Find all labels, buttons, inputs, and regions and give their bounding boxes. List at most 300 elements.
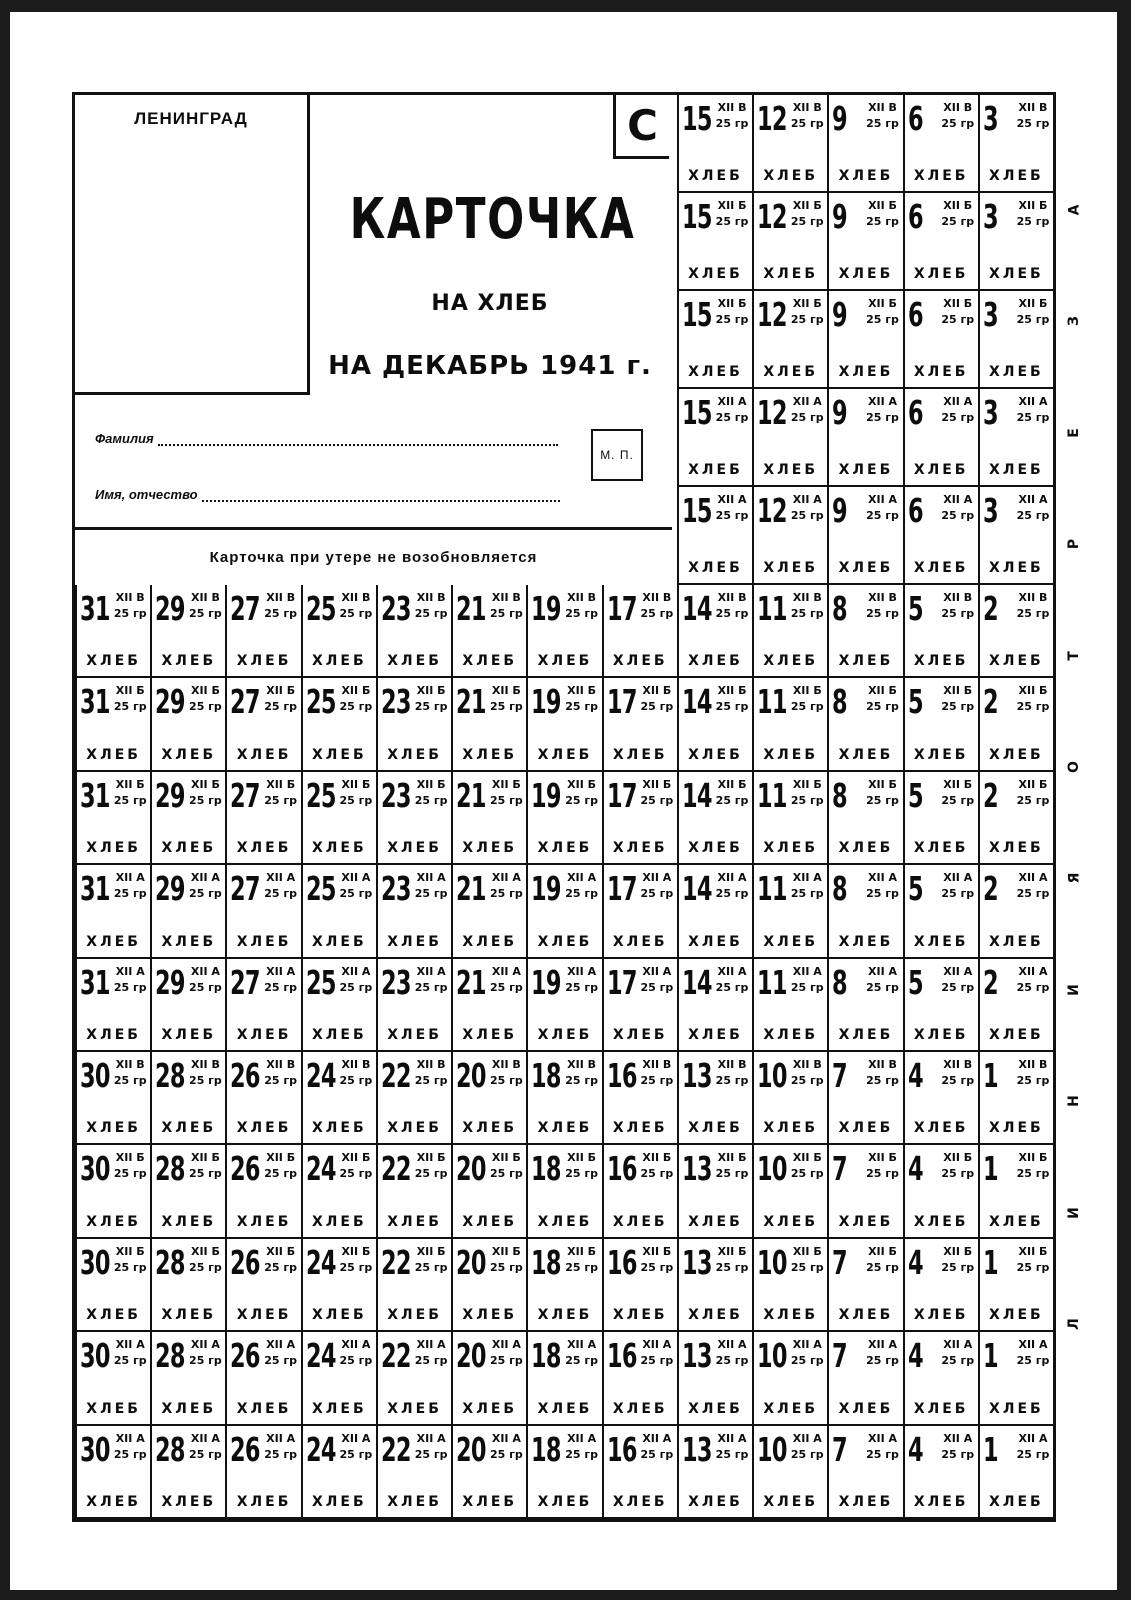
coupon-series-code: XII А [943, 871, 973, 885]
coupon-series [790, 198, 824, 230]
coupon-item: ХЛЕБ [688, 653, 743, 670]
coupon-day: 16 [606, 1149, 637, 1189]
coupon-weight: 25 гр [866, 1260, 899, 1274]
coupon-series-code: XII А [717, 964, 747, 978]
coupon-day: 17 [606, 869, 637, 909]
coupon-series-code: XII Б [1018, 297, 1048, 310]
coupon-series [941, 1244, 975, 1276]
coupon-day: 2 [982, 682, 998, 722]
coupon-weight: 25 гр [790, 1167, 824, 1181]
coupon-item: ХЛЕБ [688, 1213, 743, 1230]
coupon-series [715, 683, 749, 715]
coupon [376, 1426, 451, 1519]
coupon-weight: 25 гр [790, 215, 824, 228]
coupon [978, 1052, 1053, 1145]
coupon-day: 1 [982, 1242, 998, 1282]
coupon-series [640, 1057, 674, 1089]
coupon-series [339, 1431, 373, 1463]
coupon-item: ХЛЕБ [612, 1493, 668, 1510]
coupon-day: 5 [907, 869, 923, 909]
coupon-weight: 25 гр [189, 980, 222, 994]
coupon-series-code: XII Б [642, 1151, 672, 1165]
coupon-item: ХЛЕБ [86, 1307, 141, 1324]
coupon-item: ХЛЕБ [989, 266, 1044, 282]
coupon-series [715, 590, 749, 622]
coupon [376, 772, 451, 865]
coupon-day: 1 [982, 1149, 998, 1189]
coupon-weight: 25 гр [189, 1260, 222, 1274]
coupon [225, 1052, 300, 1145]
coupon-day: 2 [982, 775, 998, 815]
coupon-series-code: XII Б [491, 777, 521, 791]
coupon-item: ХЛЕБ [688, 1400, 743, 1417]
coupon-series [941, 870, 975, 902]
coupon-weight: 25 гр [866, 509, 899, 522]
coupon-series [866, 590, 900, 622]
coupon-day: 18 [531, 1336, 562, 1376]
coupon-series [715, 1057, 749, 1089]
coupon-series-code: XII Б [868, 199, 897, 212]
coupon-day: 14 [681, 775, 712, 815]
coupon [978, 95, 1053, 193]
coupon-weight: 25 гр [339, 607, 373, 620]
coupon-day: 25 [305, 962, 336, 1002]
coupon-day: 23 [380, 682, 411, 722]
coupon-series-code: XII В [943, 101, 973, 114]
coupon-weight: 25 гр [565, 1074, 598, 1087]
coupon-series-code: XII В [717, 101, 747, 114]
coupon-series-code: XII А [416, 964, 446, 978]
coupon [903, 772, 978, 865]
coupon [903, 193, 978, 291]
coupon-day: 1 [982, 1336, 998, 1376]
coupon-weight: 25 гр [715, 793, 749, 807]
coupon-day: 20 [456, 1336, 487, 1376]
coupon-item: ХЛЕБ [537, 746, 593, 763]
coupon [376, 1239, 451, 1332]
stamp-box: М. П. [591, 429, 643, 481]
coupon-day: 23 [380, 589, 411, 628]
coupon-weight: 25 гр [941, 1167, 975, 1181]
coupon-item: ХЛЕБ [161, 653, 217, 670]
coupon-day: 10 [757, 1242, 787, 1282]
coupon-weight: 25 гр [414, 793, 448, 807]
coupon-weight: 25 гр [941, 509, 975, 522]
coupon-series-code: XII Б [115, 1151, 145, 1165]
coupon-series-code: XII В [717, 1058, 747, 1071]
coupon-series-code: XII Б [266, 684, 296, 698]
coupon-item: ХЛЕБ [763, 1026, 818, 1043]
coupon [451, 1332, 526, 1425]
coupon-item: ХЛЕБ [763, 364, 818, 380]
coupon-item: ХЛЕБ [913, 1493, 969, 1510]
coupon-series [264, 870, 298, 902]
city-label: ЛЕНИНГРАД [134, 109, 248, 128]
coupon [225, 678, 300, 771]
coupon-day: 22 [380, 1056, 411, 1095]
coupon-item: ХЛЕБ [612, 1120, 668, 1137]
coupon-day: 25 [305, 682, 336, 722]
coupon-weight: 25 гр [264, 607, 298, 620]
coupon-weight: 25 гр [790, 1354, 824, 1368]
coupon-weight: 25 гр [189, 1354, 222, 1368]
coupon-series [113, 1337, 147, 1369]
coupon-series-code: XII Б [717, 1151, 747, 1165]
coupon-day: 3 [982, 491, 998, 530]
coupon-day: 28 [155, 1336, 186, 1376]
coupon-series [489, 1431, 523, 1463]
coupon-day: 10 [757, 1429, 787, 1469]
coupon-item: ХЛЕБ [989, 1307, 1044, 1324]
coupon-day: 8 [832, 869, 848, 909]
coupon-day: 14 [681, 962, 712, 1002]
coupon-series-code: XII А [491, 1431, 521, 1445]
coupon-weight: 25 гр [790, 509, 824, 522]
coupon-series-code: XII Б [717, 777, 747, 791]
coupon-item: ХЛЕБ [86, 1120, 141, 1137]
coupon-day: 17 [606, 775, 637, 815]
name-label: Имя, отчество [95, 487, 198, 502]
coupon [225, 1426, 300, 1519]
coupon-series-code: XII В [792, 1058, 822, 1071]
coupon-day: 21 [456, 589, 487, 628]
coupon-weight: 25 гр [1016, 1354, 1050, 1368]
coupon-item: ХЛЕБ [838, 1026, 894, 1043]
coupon-series-code: XII Б [266, 1151, 296, 1165]
coupon-item: ХЛЕБ [161, 1026, 217, 1043]
coupon-item: ХЛЕБ [236, 746, 292, 763]
coupon-series [866, 777, 900, 809]
coupon [301, 1332, 376, 1425]
coupon-day: 7 [832, 1242, 848, 1282]
coupon [752, 1052, 827, 1145]
coupon-series [565, 1057, 599, 1089]
coupon-series-code: XII А [190, 1431, 220, 1445]
coupon-item: ХЛЕБ [311, 1307, 367, 1324]
coupon [526, 1052, 601, 1145]
coupon-series [790, 590, 824, 622]
coupon-series-code: XII А [792, 395, 822, 408]
coupon-series [790, 296, 824, 328]
coupon [677, 1426, 752, 1519]
coupon-series [941, 1057, 975, 1089]
coupon-item: ХЛЕБ [838, 1493, 894, 1510]
coupon-item: ХЛЕБ [537, 653, 593, 670]
coupon [451, 678, 526, 771]
coupon-item: ХЛЕБ [161, 1400, 217, 1417]
coupon [602, 772, 677, 865]
coupon-day: 19 [531, 682, 562, 722]
coupon-day: 29 [155, 869, 186, 909]
coupon-series-code: XII В [868, 101, 897, 114]
coupon-weight: 25 гр [715, 313, 749, 326]
coupon-day: 20 [456, 1242, 487, 1282]
coupon-day: 16 [606, 1056, 637, 1095]
coupon-weight: 25 гр [640, 887, 674, 901]
coupon-series [339, 1057, 373, 1089]
coupon [602, 865, 677, 958]
coupon-day: 7 [832, 1336, 848, 1376]
coupon-series [715, 1244, 749, 1276]
coupon-item: ХЛЕБ [387, 1493, 442, 1510]
coupon-series-code: XII В [1018, 591, 1048, 604]
surname-label: Фамилия [95, 431, 154, 446]
coupon-series [1016, 777, 1050, 809]
coupon-day: 13 [681, 1336, 712, 1376]
coupon-series-code: XII А [190, 1338, 220, 1352]
coupon-day: 8 [832, 962, 848, 1002]
coupon-day: 30 [80, 1242, 110, 1282]
coupon-series [565, 1337, 599, 1369]
coupon-weight: 25 гр [113, 607, 147, 620]
coupon-weight: 25 гр [1016, 700, 1050, 714]
coupon [903, 1145, 978, 1238]
coupon-series [113, 683, 147, 715]
coupon [301, 772, 376, 865]
coupon-grid [75, 95, 1053, 1519]
coupon-series [941, 296, 975, 328]
coupon-series [414, 1244, 448, 1276]
coupon-series [264, 1431, 298, 1463]
coupon-day: 16 [606, 1429, 637, 1469]
coupon-weight: 25 гр [339, 1260, 373, 1274]
coupon-weight: 25 гр [715, 1074, 749, 1087]
coupon-weight: 25 гр [941, 313, 975, 326]
coupon-item: ХЛЕБ [763, 462, 818, 478]
coupon-weight: 25 гр [113, 1074, 147, 1087]
coupon-day: 15 [681, 393, 712, 432]
coupon-day: 11 [757, 589, 787, 628]
coupon-item: ХЛЕБ [989, 1120, 1044, 1137]
coupon-weight: 25 гр [339, 887, 373, 901]
coupon-weight: 25 гр [113, 793, 147, 807]
coupon [526, 678, 601, 771]
coupon-day: 3 [982, 99, 998, 138]
coupon-series [414, 683, 448, 715]
coupon-day: 19 [531, 869, 562, 909]
series-letter: С [613, 95, 669, 159]
coupon-weight: 25 гр [866, 1074, 899, 1087]
coupon [376, 678, 451, 771]
coupon-item: ХЛЕБ [989, 746, 1044, 763]
coupon-day: 15 [681, 99, 712, 138]
coupon-item: ХЛЕБ [161, 1120, 217, 1137]
coupon-series-code: XII Б [341, 1151, 371, 1165]
coupon-series-code: XII Б [792, 1244, 822, 1258]
coupon-series [565, 590, 599, 622]
coupon-series [414, 777, 448, 809]
coupon [677, 585, 752, 678]
coupon-day: 8 [832, 775, 848, 815]
coupon-weight: 25 гр [1016, 313, 1050, 326]
coupon-series [941, 394, 975, 426]
coupon [301, 1145, 376, 1238]
coupon-item: ХЛЕБ [688, 1120, 743, 1137]
coupon-series-code: XII Б [567, 1151, 597, 1165]
coupon-series-code: XII Б [717, 297, 747, 310]
coupon-day: 13 [681, 1242, 712, 1282]
coupon-day: 27 [230, 589, 261, 628]
coupon-weight: 25 гр [941, 1074, 975, 1087]
coupon [301, 585, 376, 678]
coupon [903, 1052, 978, 1145]
coupon-weight: 25 гр [113, 1447, 147, 1461]
coupon [978, 585, 1053, 678]
coupon [602, 678, 677, 771]
coupon-series [941, 1431, 975, 1463]
coupon-series [866, 870, 900, 902]
coupon-weight: 25 гр [941, 607, 975, 620]
coupon [827, 291, 902, 389]
coupon-series [414, 1337, 448, 1369]
coupon-series-code: XII Б [341, 684, 371, 698]
coupon [752, 193, 827, 291]
coupon-series [113, 1431, 147, 1463]
coupon-weight: 25 гр [113, 1354, 147, 1368]
coupon [978, 193, 1053, 291]
coupon-day: 10 [757, 1056, 787, 1095]
coupon-series-code: XII Б [416, 684, 446, 698]
coupon-weight: 25 гр [414, 980, 448, 994]
coupon-series-code: XII А [567, 1338, 597, 1352]
coupon-weight: 25 гр [790, 887, 824, 901]
cut-line-letter: Н [1066, 1095, 1082, 1107]
coupon-item: ХЛЕБ [838, 1120, 894, 1137]
coupon-series-code: XII Б [717, 684, 747, 698]
coupon-day: 23 [380, 962, 411, 1002]
coupon-item: ХЛЕБ [236, 1120, 292, 1137]
coupon-series-code: XII А [1018, 871, 1048, 885]
coupon [677, 389, 752, 487]
coupon-series-code: XII А [567, 871, 597, 885]
coupon-series-code: XII А [341, 1431, 371, 1445]
coupon-series [489, 870, 523, 902]
coupon-series [1016, 1431, 1050, 1463]
coupon-series [264, 683, 298, 715]
coupon [75, 1239, 150, 1332]
coupon-day: 21 [456, 775, 487, 815]
coupon-item: ХЛЕБ [989, 560, 1044, 576]
coupon-series-code: XII В [792, 591, 822, 604]
coupon-series-code: XII Б [868, 297, 897, 310]
coupon-item: ХЛЕБ [537, 1493, 593, 1510]
coupon-weight: 25 гр [414, 700, 448, 714]
coupon-day: 8 [832, 589, 848, 628]
coupon-series [941, 100, 975, 132]
coupon-series-code: XII А [567, 964, 597, 978]
coupon-series-code: XII В [642, 591, 672, 604]
coupon [752, 1239, 827, 1332]
coupon [827, 1332, 902, 1425]
coupon-day: 13 [681, 1429, 712, 1469]
coupon-item: ХЛЕБ [387, 933, 442, 950]
coupon-day: 2 [982, 962, 998, 1002]
coupon [677, 959, 752, 1052]
coupon [376, 1332, 451, 1425]
coupon-series [640, 870, 674, 902]
coupon-day: 24 [305, 1149, 336, 1189]
coupon-series-code: XII Б [868, 1151, 897, 1165]
coupon-item: ХЛЕБ [612, 746, 668, 763]
coupon-day: 27 [230, 869, 261, 909]
coupon-day: 11 [757, 962, 787, 1002]
coupon-series-code: XII А [717, 395, 747, 408]
coupon-series [1016, 1337, 1050, 1369]
coupon-series [715, 964, 749, 996]
coupon-weight: 25 гр [715, 117, 749, 130]
coupon-day: 18 [531, 1429, 562, 1469]
coupon-series-code: XII Б [792, 684, 822, 698]
coupon-series [715, 870, 749, 902]
coupon [903, 1426, 978, 1519]
coupon-day: 27 [230, 775, 261, 815]
coupon-item: ХЛЕБ [763, 1493, 818, 1510]
coupon-series [1016, 296, 1050, 328]
coupon-item: ХЛЕБ [161, 1307, 217, 1324]
coupon-series [264, 777, 298, 809]
coupon [903, 585, 978, 678]
cut-line-letter: З [1065, 316, 1082, 327]
coupon-day: 20 [456, 1429, 487, 1469]
coupon-day: 3 [982, 197, 998, 236]
coupon-series-code: XII Б [567, 684, 597, 698]
coupon [451, 772, 526, 865]
coupon-day: 14 [681, 589, 712, 628]
coupon [677, 1145, 752, 1238]
coupon-weight: 25 гр [941, 215, 975, 228]
coupon-series-code: XII А [416, 871, 446, 885]
coupon-series-code: XII А [341, 964, 371, 978]
coupon-day: 30 [80, 1056, 110, 1095]
coupon-series [1016, 1244, 1050, 1276]
coupon-series-code: XII А [868, 871, 898, 885]
coupon-weight: 25 гр [264, 1167, 298, 1181]
coupon [150, 585, 225, 678]
coupon-day: 28 [155, 1056, 186, 1095]
coupon [752, 1332, 827, 1425]
coupon-series-code: XII В [567, 1058, 597, 1071]
coupon [978, 678, 1053, 771]
coupon-series-code: XII А [416, 1431, 446, 1445]
coupon-weight: 25 гр [189, 887, 222, 901]
coupon-day: 31 [80, 869, 110, 909]
coupon-weight: 25 гр [640, 1260, 674, 1274]
coupon [75, 678, 150, 771]
coupon [677, 291, 752, 389]
coupon-item: ХЛЕБ [462, 1400, 518, 1417]
coupon-day: 16 [606, 1336, 637, 1376]
coupon-series [113, 777, 147, 809]
coupon [827, 678, 902, 771]
coupon-series-code: XII В [943, 1058, 973, 1071]
coupon-day: 9 [832, 99, 848, 138]
coupon-day: 22 [380, 1242, 411, 1282]
coupon-item: ХЛЕБ [462, 746, 518, 763]
coupon-day: 19 [531, 962, 562, 1002]
coupon-item: ХЛЕБ [688, 1493, 743, 1510]
coupon-day: 31 [80, 775, 110, 815]
coupon-item: ХЛЕБ [462, 1493, 518, 1510]
coupon-day: 10 [757, 1336, 787, 1376]
coupon-series [1016, 590, 1050, 622]
coupon-weight: 25 гр [941, 793, 975, 807]
coupon-series [339, 1244, 373, 1276]
coupon-series-code: XII Б [341, 1244, 371, 1258]
coupon-series-code: XII Б [115, 684, 145, 698]
coupon-item: ХЛЕБ [763, 840, 818, 857]
coupon-weight: 25 гр [790, 980, 824, 994]
coupon-series-code: XII В [115, 591, 145, 604]
